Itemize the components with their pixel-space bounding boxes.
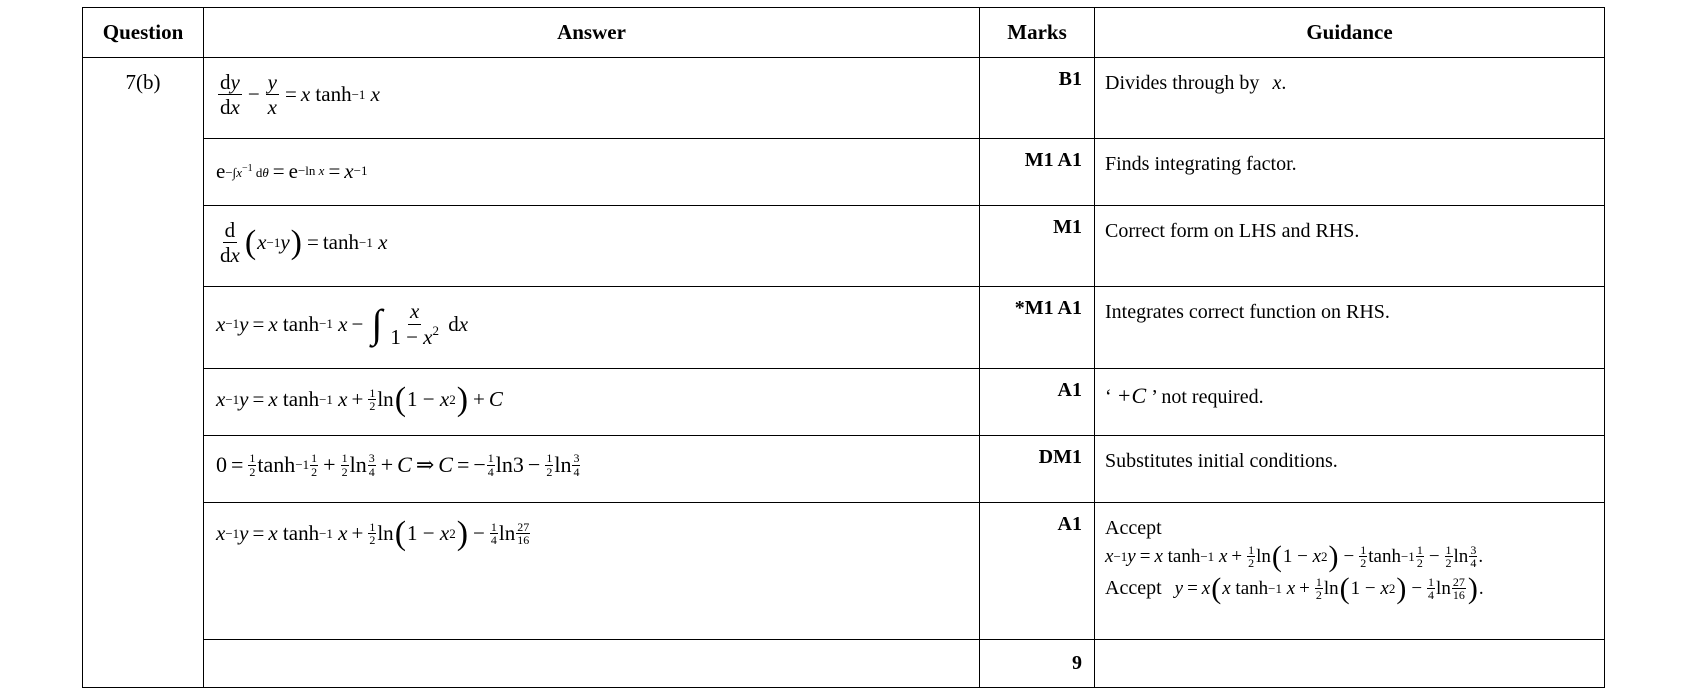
guidance-cell: Correct form on LHS and RHS. [1095,205,1605,287]
marks-cell: *M1 A1 [980,287,1095,369]
answer-math: e $-\int x^{-1}$ dθ = e −ln x = x −1 [216,158,368,183]
answer-math: x −1 y = x tanh −1 x − ∫ $\frac{x}{1 - x^2}$ d x [216,299,469,349]
mark-scheme-table [82,7,1605,688]
header-marks: Marks [980,8,1095,58]
guidance-text: Divides through by [1105,72,1260,94]
guidance-quote-open: ‘ [1105,385,1112,408]
question-number: 7(b) [83,58,204,688]
answer-cell [204,138,980,205]
answer-cell [204,368,980,435]
guidance-math-1: x −1 y = x tanh −1 x + $\frac{1}{2}$ ln ( 1 − x 2 ) − $\frac{1}{2}$ tanh −1 $\frac{1}{2}$ − $\frac{1}{2}$ ln $\frac{3}{4}$ . [1105,539,1484,573]
header-row [83,8,1605,58]
marks-cell: A1 [980,502,1095,639]
answer-cell [204,502,980,639]
total-marks: 9 [980,639,1095,687]
guidance-cell-empty [1095,639,1605,687]
answer-cell [204,436,980,502]
marks-cell: B1 [980,58,1095,139]
marks-cell: M1 [980,205,1095,287]
guidance-cell [1095,502,1605,639]
table-row [83,205,1605,287]
guidance-accept-2-line [1105,571,1596,605]
table-row [83,436,1605,502]
header-question: Question [83,8,204,58]
answer-math: x −1 y = x tanh −1 x + $\frac{1}{2}$ ln ( 1 − x 2 ) + C [216,380,503,418]
guidance-cell: Integrates correct function on RHS. [1095,287,1605,369]
answer-cell-empty [204,639,980,687]
answer-cell [204,58,980,139]
guidance-cell [1095,368,1605,435]
guidance-end: . [1281,72,1287,94]
guidance-accept-2: Accept [1105,576,1162,599]
guidance-math-2: y = x ( x tanh −1 x + $\frac{1}{2}$ ln ( 1 − x 2 ) − $\frac{1}{4}$ ln $\frac{27}{16}$ ) . [1174,571,1484,605]
guidance-var: +C [1116,382,1147,408]
answer-math: x −1 y = x tanh −1 x + $\frac{1}{2}$ ln ( 1 − x 2 ) − $\frac{1}{4}$ ln $\frac{27}{16}$ [216,514,530,552]
table-row [83,368,1605,435]
guidance-cell: Finds integrating factor. [1095,138,1605,205]
guidance-accept-1: Accept [1105,516,1162,539]
header-answer: Answer [204,8,980,58]
table-row [83,287,1605,369]
guidance-var: x [1272,72,1282,94]
guidance-cell [1095,58,1605,139]
answer-cell [204,205,980,287]
table-row [83,502,1605,639]
total-row [83,639,1605,687]
header-guidance: Guidance [1095,8,1605,58]
answer-math: 0 = $\frac{1}{2}$ tanh −1 $\frac{1}{2}$ + $\frac{1}{2}$ ln $\frac{3}{4}$ + C ⇒ C = − $\frac{1}{4}$ ln3 − $\frac{1}{2}$ ln $\frac{3}{4}$ [216,451,580,479]
guidance-cell: Substitutes initial conditions. [1095,436,1605,502]
marks-cell: A1 [980,368,1095,435]
guidance-text: ’ not required. [1151,385,1264,408]
answer-cell [204,287,980,369]
marks-cell: M1 A1 [980,138,1095,205]
answer-math: $\frac{d}{dx}$ ( x −1 y ) = tanh −1 x [220,217,388,268]
marks-cell: DM1 [980,436,1095,502]
table-row [83,138,1605,205]
answer-math: $\frac{dy}{dx}$ − $\frac{y}{x}$ = x tanh −1 x [220,70,380,120]
table-row [83,58,1605,139]
